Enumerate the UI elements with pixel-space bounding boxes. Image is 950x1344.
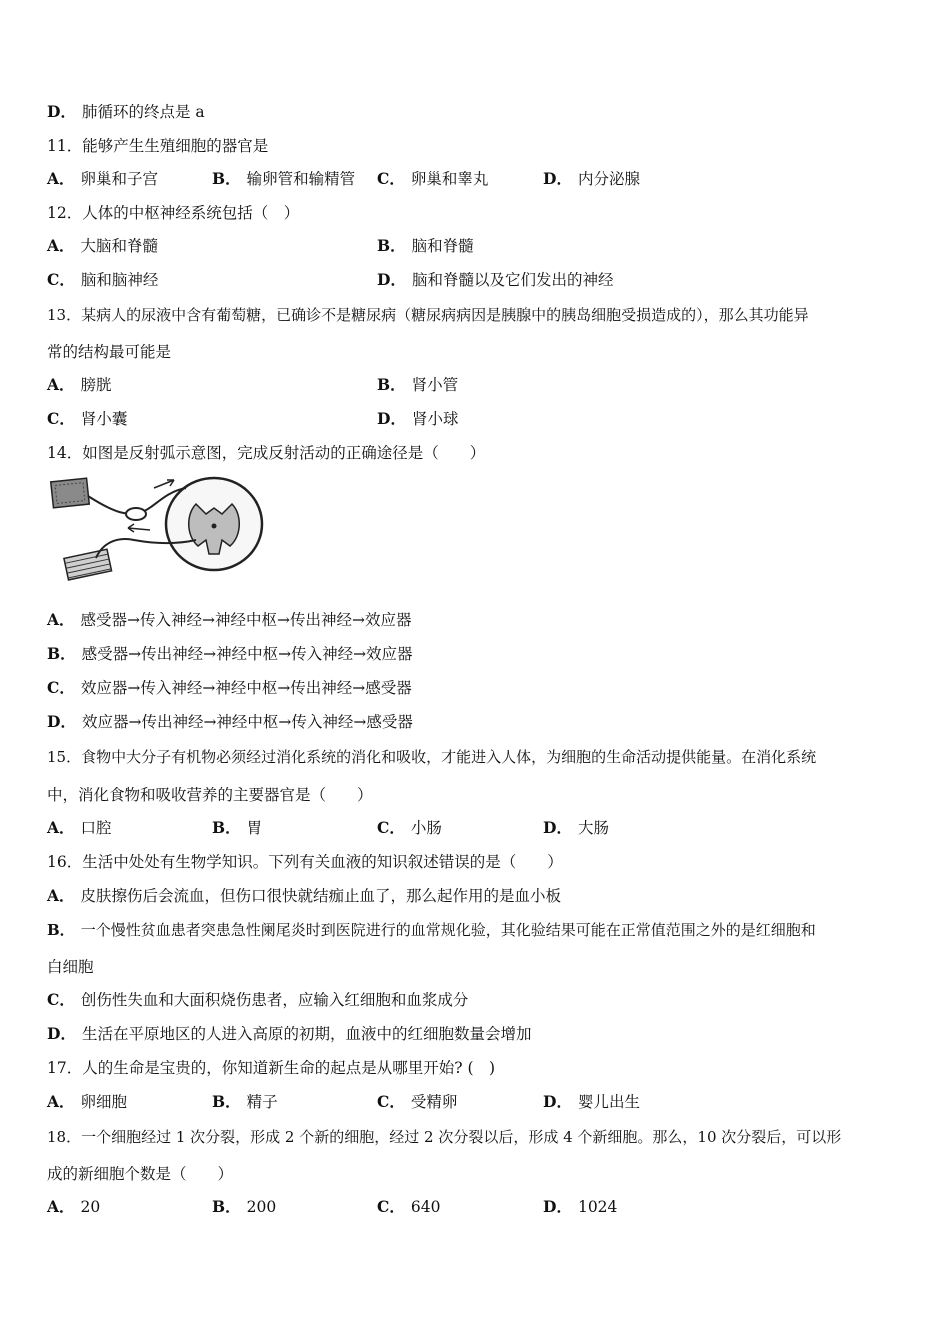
spinal-cord-shape — [166, 478, 262, 570]
option-label: A． — [47, 1092, 75, 1111]
option-label: B． — [212, 1092, 241, 1111]
option-text: 1024 — [577, 1198, 618, 1216]
option-label: C． — [377, 169, 405, 188]
q16-stem: 16．生活中处处有生物学知识。下列有关血液的知识叙述错误的是（ ） — [47, 853, 563, 871]
option-text: 肺循环的终点是 a — [81, 103, 205, 121]
q10-option-d — [47, 102, 205, 122]
option-text: 肾小球 — [411, 410, 459, 428]
option-label: D． — [47, 712, 76, 731]
option-text: 感受器→传入神经→神经中枢→传出神经→效应器 — [80, 611, 412, 629]
option-text: 脑和脊髓 — [411, 237, 474, 255]
q17-option-c — [377, 1092, 457, 1112]
option-label: A． — [47, 169, 75, 188]
q11-option-c — [377, 169, 488, 189]
option-label: B． — [47, 644, 76, 663]
option-text: 20 — [80, 1198, 101, 1216]
q16-option-b-line1 — [47, 920, 816, 940]
option-text: 输卵管和输精管 — [246, 170, 356, 188]
q18-stem-line2: 成的新细胞个数是（ ） — [47, 1165, 234, 1183]
q11-option-b — [212, 169, 355, 189]
option-text: 一个慢性贫血患者突患急性阑尾炎时到医院进行的血常规化验，其化验结果可能在正常值范围之外的是红细胞和 — [80, 921, 816, 939]
q12-option-b — [377, 236, 474, 256]
option-label: D． — [543, 169, 572, 188]
option-label: B． — [212, 169, 241, 188]
option-text: 大脑和脊髓 — [80, 237, 159, 255]
q13-option-a — [47, 375, 112, 395]
option-label: C． — [377, 1092, 405, 1111]
q18-option-c — [377, 1197, 440, 1217]
q15-option-b — [212, 818, 262, 838]
option-label: D． — [543, 1092, 572, 1111]
option-label: B． — [212, 1197, 241, 1216]
option-label: A． — [47, 818, 75, 837]
q15-stem-line2: 中，消化食物和吸收营养的主要器官是（ ） — [47, 786, 373, 804]
option-label: D． — [377, 409, 406, 428]
q14-option-a — [47, 610, 411, 630]
q16-option-d — [47, 1024, 531, 1044]
q18-option-b — [212, 1197, 276, 1217]
option-label: C． — [47, 990, 75, 1009]
q15-option-c — [377, 818, 442, 838]
q16-option-a — [47, 886, 561, 906]
option-label: C． — [377, 1197, 405, 1216]
option-text: 脑和脊髓以及它们发出的神经 — [411, 271, 614, 289]
q17-option-a — [47, 1092, 127, 1112]
q13-option-b — [377, 375, 458, 395]
option-text: 皮肤擦伤后会流血，但伤口很快就结痂止血了，那么起作用的是血小板 — [80, 887, 562, 905]
option-label: C． — [47, 270, 75, 289]
q14-option-c — [47, 678, 412, 698]
q13-stem-line1: 13．某病人的尿液中含有葡萄糖，已确诊不是糖尿病（糖尿病病因是胰腺中的胰岛细胞受损造成的），那么其功能异 — [47, 306, 809, 324]
option-text: 口腔 — [80, 819, 112, 837]
option-label: B． — [377, 375, 406, 394]
option-text: 精子 — [246, 1093, 278, 1111]
q16-option-b-line2: 白细胞 — [47, 958, 94, 976]
receptor-shape — [51, 478, 90, 508]
q13-option-d — [377, 409, 458, 429]
option-text: 感受器→传出神经→神经中枢→传入神经→效应器 — [81, 645, 413, 663]
option-text: 膀胱 — [80, 376, 112, 394]
option-label: D． — [543, 818, 572, 837]
q11-option-a — [47, 169, 158, 189]
q15-option-a — [47, 818, 112, 838]
reflex-arc-diagram — [46, 474, 268, 586]
q14-option-b — [47, 644, 413, 664]
option-text: 200 — [246, 1198, 277, 1216]
option-text: 内分泌腺 — [577, 170, 640, 188]
q14-stem: 14．如图是反射弧示意图，完成反射活动的正确途径是（ ） — [47, 444, 486, 462]
q17-option-d — [543, 1092, 640, 1112]
option-label: D． — [47, 102, 76, 121]
effector-shape — [64, 549, 112, 580]
q18-option-d — [543, 1197, 617, 1217]
option-text: 效应器→传出神经→神经中枢→传入神经→感受器 — [81, 713, 413, 731]
option-label: A． — [47, 610, 75, 629]
option-label: B． — [47, 921, 75, 939]
q17-option-b — [212, 1092, 278, 1112]
q18-stem-line1: 18．一个细胞经过 1 次分裂，形成 2 个新的细胞，经过 2 次分裂以后，形成 4 个新细胞。那么，10 次分裂后，可以形 — [47, 1128, 842, 1146]
option-text: 小肠 — [410, 819, 442, 837]
option-label: A． — [47, 886, 75, 905]
option-text: 效应器→传入神经→神经中枢→传出神经→感受器 — [80, 679, 412, 697]
ganglion-shape — [126, 508, 146, 520]
q17-stem: 17．人的生命是宝贵的，你知道新生命的起点是从哪里开始? ( ) — [47, 1059, 496, 1077]
option-text: 640 — [410, 1198, 441, 1216]
option-label: A． — [47, 1197, 75, 1216]
q12-stem: 12．人体的中枢神经系统包括（ ） — [47, 204, 300, 222]
option-text: 卵巢和睾丸 — [410, 170, 489, 188]
option-label: D． — [377, 270, 406, 289]
option-text: 大肠 — [577, 819, 609, 837]
option-label: D． — [47, 1024, 76, 1043]
option-text: 创伤性失血和大面积烧伤患者，应输入红细胞和血浆成分 — [80, 991, 469, 1009]
option-text: 肾小囊 — [80, 410, 128, 428]
option-label: C． — [377, 818, 405, 837]
option-label: C． — [47, 409, 75, 428]
option-label: D． — [543, 1197, 572, 1216]
q16-option-c — [47, 990, 468, 1010]
option-label: B． — [377, 236, 406, 255]
q11-option-d — [543, 169, 640, 189]
q12-option-a — [47, 236, 158, 256]
option-label: A． — [47, 375, 75, 394]
option-text: 婴儿出生 — [577, 1093, 640, 1111]
option-text: 生活在平原地区的人进入高原的初期，血液中的红细胞数量会增加 — [81, 1025, 532, 1043]
option-label: A． — [47, 236, 75, 255]
option-text: 受精卵 — [410, 1093, 458, 1111]
option-text: 肾小管 — [411, 376, 459, 394]
option-label: C． — [47, 678, 75, 697]
q15-stem-line1: 15．食物中大分子有机物必须经过消化系统的消化和吸收，才能进入人体，为细胞的生命活动提供能量。在消化系统 — [47, 748, 817, 766]
q14-option-d — [47, 712, 413, 732]
q12-option-d — [377, 270, 613, 290]
option-text: 卵细胞 — [80, 1093, 128, 1111]
q18-option-a — [47, 1197, 100, 1217]
option-text: 卵巢和子宫 — [80, 170, 159, 188]
option-text: 脑和脑神经 — [80, 271, 159, 289]
q13-option-c — [47, 409, 127, 429]
q11-stem: 11．能够产生生殖细胞的器官是 — [47, 137, 269, 155]
option-label: B． — [212, 818, 241, 837]
q13-stem-line2: 常的结构最可能是 — [47, 343, 172, 361]
q12-option-c — [47, 270, 158, 290]
option-text: 胃 — [246, 819, 263, 837]
q15-option-d — [543, 818, 609, 838]
